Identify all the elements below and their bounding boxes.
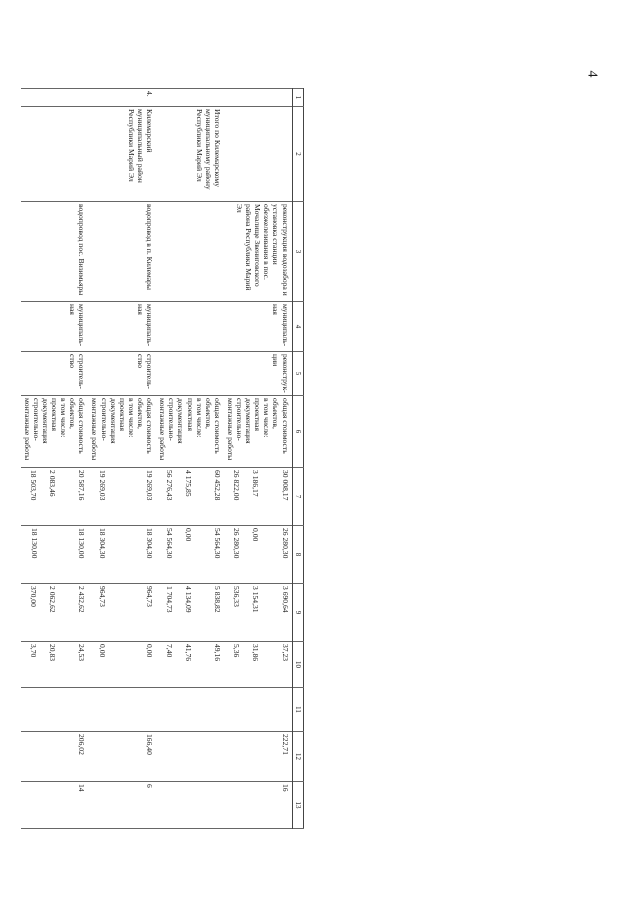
col8-values (224, 526, 292, 584)
value: 31,86 (251, 644, 261, 662)
col11-value (156, 688, 224, 732)
cost-label: общая стоимость объектов, (203, 398, 222, 454)
cost-label: строительно-монтажные работы (22, 398, 41, 461)
value: 3 186,17 (251, 470, 261, 497)
value: 1 704,73 (164, 586, 174, 613)
row-number (224, 89, 292, 107)
col13-value: 6 (88, 782, 156, 829)
value: 26 280,30 (232, 528, 242, 559)
value: 0,00 (97, 644, 107, 658)
col9-values (88, 584, 156, 642)
value: 54 564,30 (164, 528, 174, 559)
col11-value (21, 688, 89, 732)
row-number: 4. (88, 89, 156, 107)
value: 5,36 (232, 644, 242, 658)
col8-values (88, 526, 156, 584)
value: 2 062,62 (48, 586, 58, 613)
col10-values (156, 642, 224, 688)
cost-label: строительно-монтажные работы (158, 398, 177, 461)
value: 3 690,64 (280, 586, 290, 613)
work-type (156, 352, 224, 396)
value: 3,70 (29, 644, 39, 658)
col7-values (156, 468, 224, 526)
value: 0,00 (145, 644, 155, 658)
cost-label: проектная документация (244, 398, 263, 444)
header-cell: 9 (292, 584, 303, 642)
ownership: муниципаль- ная (88, 302, 156, 352)
value: 18 503,70 (29, 470, 39, 501)
table-row (88, 89, 156, 829)
header-cell: 10 (292, 642, 303, 688)
col9-values (224, 584, 292, 642)
table-row (224, 89, 292, 829)
cost-breakdown (156, 396, 224, 468)
col7-values (21, 468, 89, 526)
col12-value: 206,02 (21, 732, 89, 782)
col10-values (224, 642, 292, 688)
page-number: 4 (584, 70, 600, 78)
cost-label: проектная документация (108, 398, 127, 444)
work-type: реконструк- ции (224, 352, 292, 396)
header-cell: 8 (292, 526, 303, 584)
header-row (292, 89, 303, 829)
col8-values (21, 526, 89, 584)
value: 5 838,82 (212, 586, 222, 613)
district-name (224, 107, 292, 202)
value: 2 083,46 (48, 470, 58, 497)
value: 18 304,30 (145, 528, 155, 559)
value: 7,40 (164, 644, 174, 658)
value: 0,00 (183, 528, 193, 542)
col12-value: 166,40 (88, 732, 156, 782)
district-name (21, 107, 89, 202)
value: 60 452,28 (212, 470, 222, 501)
col11-value (88, 688, 156, 732)
ownership: муниципаль- ная (21, 302, 89, 352)
col12-value (156, 732, 224, 782)
value: 19 269,03 (145, 470, 155, 501)
object-name: водопровод в п. Килемары (88, 202, 156, 302)
col13-value (156, 782, 224, 829)
data-table-sheet (0, 88, 304, 828)
col13-value: 14 (21, 782, 89, 829)
value: 26 280,30 (280, 528, 290, 559)
table-row (156, 89, 224, 829)
col7-values (224, 468, 292, 526)
header-cell: 6 (292, 396, 303, 468)
value: 964,73 (145, 586, 155, 607)
cost-label: в том числе: (194, 398, 204, 438)
cost-label: общая стоимость объектов, (135, 398, 155, 454)
value: 54 564,30 (212, 528, 222, 559)
col8-values (156, 526, 224, 584)
row-number (21, 89, 89, 107)
col10-values (21, 642, 89, 688)
work-type: строитель- ство (88, 352, 156, 396)
table-row (21, 89, 89, 829)
value: 18 304,30 (97, 528, 107, 559)
cost-label: общая стоимость объектов, (68, 398, 87, 454)
header-cell: 11 (292, 688, 303, 732)
cost-breakdown (224, 396, 292, 468)
col9-values (21, 584, 89, 642)
cost-label: строительно-монтажные работы (225, 398, 245, 461)
header-cell: 3 (292, 202, 303, 302)
header-cell: 1 (292, 89, 303, 107)
value: 18 130,00 (77, 528, 87, 559)
col13-value: 16 (224, 782, 292, 829)
cost-label: проектная документация (40, 398, 59, 444)
cost-breakdown (88, 396, 156, 468)
value: 18 130,00 (30, 528, 40, 559)
value: 56 276,43 (164, 470, 174, 501)
value: 536,33 (232, 586, 242, 607)
cost-label: строительно-монтажные работы (90, 398, 109, 461)
cost-label: общая стоимость объектов, (271, 398, 290, 454)
value: 30 008,17 (280, 470, 290, 501)
value: 4 134,09 (183, 586, 193, 613)
value: 24,53 (77, 644, 87, 662)
header-cell: 12 (292, 732, 303, 782)
value: 19 269,03 (97, 470, 107, 501)
cost-label: в том числе: (262, 398, 272, 438)
object-name: водопровод пос. Визимьяры (21, 202, 89, 302)
value: 370,00 (29, 586, 39, 607)
cost-label: в том числе: (126, 398, 136, 438)
value: 20 587,16 (77, 470, 87, 501)
col10-values (88, 642, 156, 688)
work-type: строитель- ство (21, 352, 89, 396)
value: 4 175,85 (183, 470, 193, 497)
header-cell: 7 (292, 468, 303, 526)
cost-breakdown (21, 396, 89, 468)
district-name: Итого по Килемарскому муниципальному району Республики Марий Эл (156, 107, 224, 202)
value: 0,00 (251, 528, 261, 542)
cost-label: в том числе: (59, 398, 69, 438)
header-cell: 2 (292, 107, 303, 202)
col12-value: 222,71 (224, 732, 292, 782)
col11-value (224, 688, 292, 732)
value: 964,73 (97, 586, 107, 607)
value: 26 822,00 (232, 470, 242, 501)
header-cell: 4 (292, 302, 303, 352)
object-name (156, 202, 224, 302)
header-cell: 13 (292, 782, 303, 829)
col7-values (88, 468, 156, 526)
value: 41,76 (183, 644, 193, 662)
ownership (156, 302, 224, 352)
value: 49,16 (212, 644, 222, 662)
row-number (156, 89, 224, 107)
col9-values (156, 584, 224, 642)
budget-table (21, 88, 304, 829)
value: 37,23 (280, 644, 290, 662)
header-cell: 5 (292, 352, 303, 396)
object-name: реконструкция водозабора и установка станции обезжелезивания в пос. Мочалище Звениговского района Республики Марий Эл (224, 202, 292, 302)
value: 20,83 (48, 644, 58, 662)
district-name: Килемарский муниципальный район Республики Марий Эл (88, 107, 156, 202)
cost-label: проектная документация (176, 398, 195, 444)
value: 2 432,62 (77, 586, 87, 613)
value: 3 154,31 (251, 586, 261, 613)
ownership: муниципаль- ная (224, 302, 292, 352)
